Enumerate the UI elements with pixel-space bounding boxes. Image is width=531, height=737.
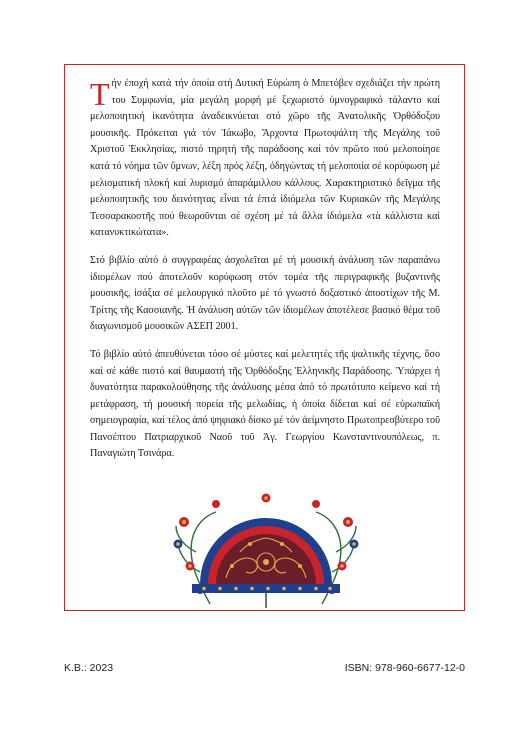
isbn-number: ISBN: 978-960-6677-12-0 <box>344 662 465 674</box>
paragraph-1-text: ήν ἐποχή κατά τήν ὁποία στή Δυτική Εὐρώπη ὁ Μπετόβεν σχεδιάζει τήν πρώτη του Συμφωνία, μία μεγάλη μορφή μέ ξεχωριστό ὑμνογραφικό τάλαντο καί μελοποιητική ἱκανότητα ἀναδεικνύεται στό χῶρο τῆς Ἀνατολικῆς Ὀρθόδοξου μουσικῆς. Πρόκειται γιά τόν Ἰάκωβο, Ἄρχοντα Πρωτοψάλτη τῆς Μεγάλης τοῦ Χριστοῦ Ἐκκλησίας, πιστό τηρητή τῆς παράδοσης καί τόν πρῶτο πού μελοποίησε κατά τό νόημα τῶν ὕμνων, λέξη πρός λέξη, ὁδηγώντας τή μελοποιία σέ κορύφωση μέ μελισματική πλοκή καί λυρισμό ἀπαράμιλλου κάλλους. Χαρακτηριστικό δεῖγμα τῆς μελοποιητικῆς του δεινότητας εἶναι τά ἑπτά ἰδιόμελα τῶν Κυριακῶν τῆς Μεγάλης Τεσσαρακοστῆς πού θεωροῦνται σέ σχέση μέ τά ἄλλα ἰδιόμελα «τὰ κάλλιστα καὶ κατανυκτικώτατα». <box>90 78 440 239</box>
drop-cap: Τ <box>90 76 110 112</box>
body-text <box>90 76 440 474</box>
paragraph-1 <box>90 76 440 242</box>
kb-code: Κ.Β.: 2023 <box>64 662 114 674</box>
paragraph-2: Στό βιβλίο αὐτό ὁ συγγραφέας ἀσχολεῖται μέ τή μουσική ἀνάλυση τῶν παραπάνω ἰδιομέλων πού ἀποτελοῦν κορύφωση στόν τομέα τῆς περιγραφικῆς βυζαντινῆς μουσικῆς, ἰσάξια σέ μελουργικό πλοῦτο μέ τό γνωστό δοξαστικό ἀποστίχων τῆς Μ. Τρίτης τῆς Κασσιανῆς. Ἡ ἀνάλυση αὐτῶν τῶν ἰδιομέλων ἀποτέλεσε βασικό θέμα τοῦ διαγωνισμοῦ μουσικῶν ΑΣΕΠ 2001. <box>90 254 440 333</box>
byzantine-floral-dome-ornament-icon <box>170 492 362 610</box>
paragraph-3: Τό βιβλίο αὐτό ἀπευθύνεται τόσο σέ μύστες καί μελετητές τῆς ψαλτικῆς τέχνης, ὅσο καί σέ κάθε πιστό καί θαυμαστή τῆς Ὀρθόδοξης Ἑλληνικῆς Παράδοσης. Ὑπάρχει ἡ δυνατότητα παρακολούθησης τῆς ἀνάλυσης μέσα ἀπό τό πρωτότυπο κείμενο καί τή μετάφραση, τή μουσική πορεία τῆς μελωδίας, ἡ ὁποία δίδεται καί σέ εὐρωπαϊκή σημειογραφία, καί τέλος ἀπό ψηφιακό δίσκο μέ τόν ἀείμνηστο Πρωτοπρεσβύτερο τοῦ Πανσέπτου Πατριαρχικοῦ Ναοῦ τοῦ Ἁγ. Γεωργίου Κωνσταντινουπόλεως, π. Παναγιώτη Τσινάρα. <box>90 348 440 460</box>
